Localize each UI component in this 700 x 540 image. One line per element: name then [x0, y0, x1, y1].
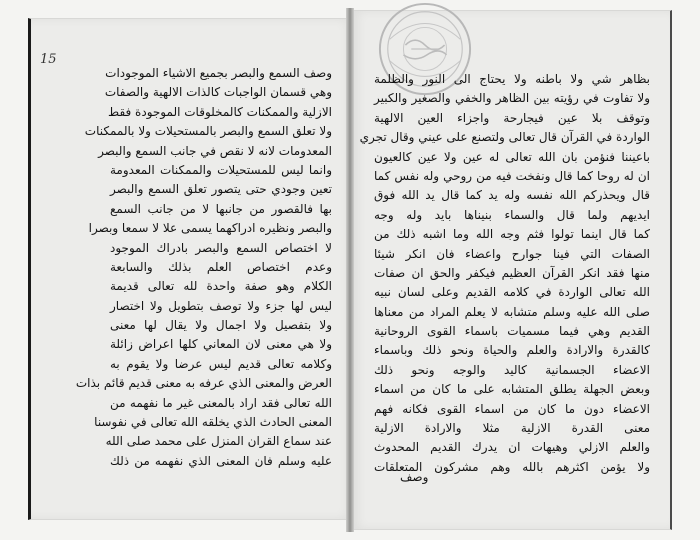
left-page-line: ولا تعلق السمع والبصر بالمستحيلات ولا بالممكنات — [84, 124, 332, 139]
left-page-line: وصف السمع والبصر بجميع الاشياء الموجودات — [105, 66, 332, 80]
left-page-line: عليه وسلم فان المعنى الذي نفهمه من ذلك — [110, 453, 332, 468]
right-page-line: الاعضاء دون ما كان من اسماء القوى فكانه فهم — [374, 401, 650, 416]
left-page-line: وهي قسمان الواجبات كالذات الالهية والصفات — [104, 85, 332, 100]
left-page-line: المعدومات لانه لا نقص في جانب السمع والبصر — [98, 143, 332, 158]
right-page-line: وبعض الجهلة يطلق المتشابه على ما كان من اسماء — [374, 382, 650, 397]
right-page-line: قال ويحذركم الله نفسه وله يد كما قال يد الله فوق — [374, 188, 650, 203]
left-page-text — [75, 64, 332, 471]
left-page-line: بها فالقصور من جانبها لا من جانب السمع — [110, 201, 332, 216]
right-page-line: باعيننا فنؤمن بان الله تعالى له عين ولا عين كالعيون — [374, 149, 650, 164]
right-page-line: وتوقف بلا عين فيجارحة واجزاء العين الالهية — [374, 110, 650, 125]
right-page-text — [359, 70, 650, 477]
right-page-line: معنى القدرة الازلية مثلا والارادة الازلية — [374, 421, 650, 436]
right-page-line: ولا تفاوت في رؤيته بين الظاهر والخفي والصغير والكبير — [374, 91, 650, 106]
folio-number: 15 — [40, 52, 57, 67]
left-page-line: الله تعالى فقد اراد بالمعنى غير ما نفهمه من — [110, 395, 332, 410]
left-page-line: ولا هي معنى لان المعاني كلها اعراض زائلة — [110, 337, 332, 352]
left-page-line: الكلام وهو صفة واحدة لله تعالى قديمة — [110, 279, 332, 294]
left-page-line: وكلامه تعالى قديم ليس عرضا ولا يقوم به — [110, 356, 332, 371]
right-page-line: والعلم الازلي وهيهات ان يدرك القديم المحدوث — [374, 440, 650, 455]
left-page-line: وانما ليس للمستحيلات والممكنات المعدومة — [110, 162, 332, 177]
right-page-line: القديم وهي فيما مسميات باسماء القوى الروحانية — [374, 324, 650, 339]
left-page-line: والبصر ونظيره ادراكهما يسمى علا لا سمعا وبصرا — [88, 221, 332, 236]
left-page-line: ليس لها جزء ولا توصف بتطويل ولا اختصار — [110, 298, 332, 313]
left-page-line: عند سماع القران المنزل على محمد صلى الله — [105, 434, 332, 449]
right-page-line: ولا يؤمن اكثرهم بالله وهم مشركون المتعلقات — [374, 459, 650, 474]
right-page-line: بظاهر شي ولا باطنه ولا يحتاج الى النور والظلمة — [374, 72, 650, 86]
right-page-line: صلى الله عليه وسلم متشابه لا يعلم المراد من معناها — [374, 304, 650, 319]
right-page-line: كالقدرة والارادة والعلم والحياة ونحو ذلك وباسماء — [374, 343, 650, 358]
right-page-line: الاعضاء الجسمانية كاليد والوجه ونحو ذلك — [374, 362, 650, 377]
left-page-line: الازلية والممكنات كالمخلوقات الموجودة فقط — [108, 104, 332, 119]
right-page-line: الواردة في القرآن قال تعالى ولتصنع على عيني وقال تجري — [359, 130, 650, 145]
right-page-line: ايديهم ولما قال والسماء بنيناها بايد وله وجه — [374, 207, 650, 222]
book-gutter — [346, 8, 354, 532]
left-page-line: المعنى الحادث الذي يخلقه الله تعالى في نفوسنا — [94, 415, 332, 430]
left-page-line: وعدم اختصاص العلم بذلك والسابعة — [110, 259, 332, 274]
right-page-line: كما قال اينما تولوا فثم وجه الله وما اشبه ذلك من — [374, 227, 650, 242]
right-page-line: الله تعالى الواردة في كلامه القديم وعلى لسان نبيه — [374, 285, 650, 300]
right-page-line: منها فقد انكر القرآن العظيم فيكفر والحق ان صفات — [374, 265, 650, 280]
right-page-line: ان له روحا كما قال ونفخت فيه من روحي وله نفس كما — [374, 168, 650, 183]
left-page-line: لا اختصاص السمع والبصر بادراك الموجود — [110, 240, 332, 255]
right-page-line: الصفات التي فينا جوارح واعضاء فان انكر شيئا — [374, 246, 650, 261]
left-page-line: تعين وجودي حتى يتصور تعلق السمع والبصر — [110, 182, 332, 197]
catchword: وصف — [400, 470, 429, 484]
left-page-line: ولا بتفصيل ولا اجمال ولا يقال لها معنى — [110, 318, 332, 333]
left-page-line: العرض والمعنى الذي عرفه به معنى قديم قائم بذات — [75, 376, 332, 391]
